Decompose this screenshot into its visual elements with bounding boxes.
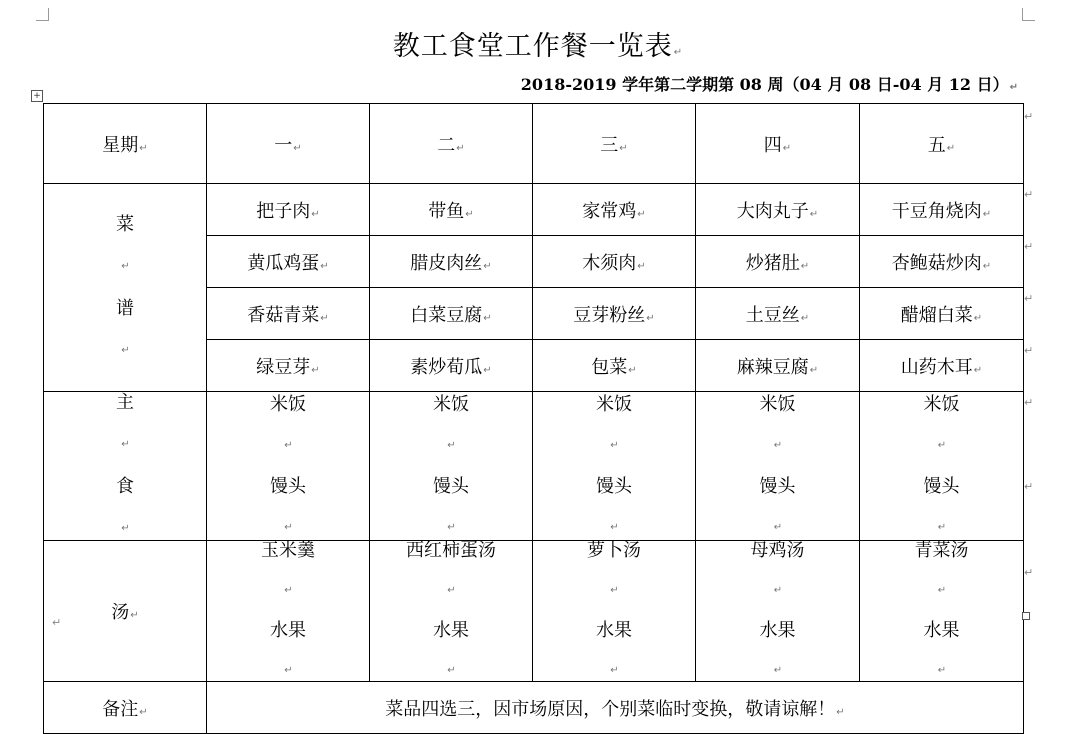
dish-cell: 杏鲍菇炒肉↵: [860, 236, 1024, 288]
staple-cell: 米饭 ↵ 馒头 ↵: [370, 392, 533, 541]
dish-cell: 木须肉↵: [533, 236, 696, 288]
soup-cell: 玉米羹 ↵ 水果 ↵: [207, 541, 370, 682]
table-resize-handle[interactable]: [1022, 612, 1030, 620]
day-header-thu: 四↵: [696, 104, 860, 184]
dish-cell: 白菜豆腐↵: [370, 288, 533, 340]
dish-cell: 黄瓜鸡蛋↵: [207, 236, 370, 288]
staple-cell: 米饭 ↵ 馒头 ↵: [696, 392, 860, 541]
header-row: [44, 104, 1024, 184]
soup-row: [44, 541, 1024, 682]
row-end-mark: ↵: [1024, 480, 1034, 493]
dish-cell: 把子肉↵: [207, 184, 370, 236]
dish-cell: 豆芽粉丝↵: [533, 288, 696, 340]
dish-cell: 醋熘白菜↵: [860, 288, 1024, 340]
day-header-tue: 二↵: [370, 104, 533, 184]
dish-cell: 干豆角烧肉↵: [860, 184, 1024, 236]
day-header-fri: 五↵: [860, 104, 1024, 184]
staple-cell: 米饭 ↵ 馒头 ↵: [860, 392, 1024, 541]
row-end-mark: ↵: [1024, 188, 1034, 201]
row-end-mark: ↵: [1024, 240, 1034, 253]
soup-cell: 萝卜汤 ↵ 水果 ↵: [533, 541, 696, 682]
dish-cell: 香菇青菜↵: [207, 288, 370, 340]
page-corner-top-right: [1022, 8, 1035, 21]
weekday-label-cell: 星期↵: [44, 104, 207, 184]
dish-cell: 腊皮肉丝↵: [370, 236, 533, 288]
dish-cell: 绿豆芽↵: [207, 340, 370, 392]
dish-cell: 炒猪肚↵: [696, 236, 860, 288]
note-cell: 菜品四选三，因市场原因，个别菜临时变换，敬请谅解！↵: [207, 682, 1024, 734]
dish-cell: 山药木耳↵: [860, 340, 1024, 392]
row-end-mark: ↵: [1024, 566, 1034, 579]
soup-cell: 母鸡汤 ↵ 水果 ↵: [696, 541, 860, 682]
note-label-cell: 备注↵: [44, 682, 207, 734]
note-row: [44, 682, 1024, 734]
staple-cell: 米饭 ↵ 馒头 ↵: [533, 392, 696, 541]
staple-label-cell: 主 ↵ 食 ↵: [44, 392, 207, 541]
week-subtitle: 2018-2019 学年第二学期第 08 周（04 月 08 日-04 月 12 日）↵: [520, 75, 1018, 94]
document-title: 教工食堂工作餐一览表↵: [392, 31, 684, 62]
soup-cell: 西红柿蛋汤 ↵ 水果 ↵: [370, 541, 533, 682]
dish-cell: 麻辣豆腐↵: [696, 340, 860, 392]
day-header-mon: 一↵: [207, 104, 370, 184]
row-end-mark: ↵: [1024, 110, 1034, 123]
soup-label-cell: 汤↵: [44, 541, 207, 682]
soup-cell: 青菜汤 ↵ 水果 ↵: [860, 541, 1024, 682]
dish-cell: 大肉丸子↵: [696, 184, 860, 236]
dish-cell: 素炒荀瓜↵: [370, 340, 533, 392]
dish-cell: 包菜↵: [533, 340, 696, 392]
row-end-mark: ↵: [1024, 292, 1034, 305]
row-end-mark: ↵: [1024, 396, 1034, 409]
dish-row-1: [44, 184, 1024, 236]
day-header-wed: 三↵: [533, 104, 696, 184]
staple-cell: 米饭 ↵ 馒头 ↵: [207, 392, 370, 541]
dish-cell: 带鱼↵: [370, 184, 533, 236]
dishes-label-cell: 菜 ↵ 谱 ↵: [44, 184, 207, 392]
trailing-paragraph-mark: ↵: [52, 616, 62, 629]
staple-row: [44, 392, 1024, 541]
table-move-handle-icon[interactable]: +: [31, 90, 43, 102]
dish-cell: 家常鸡↵: [533, 184, 696, 236]
menu-table: [43, 103, 1024, 734]
dish-cell: 土豆丝↵: [696, 288, 860, 340]
page-corner-top-left: [36, 8, 49, 21]
row-end-mark: ↵: [1024, 344, 1034, 357]
